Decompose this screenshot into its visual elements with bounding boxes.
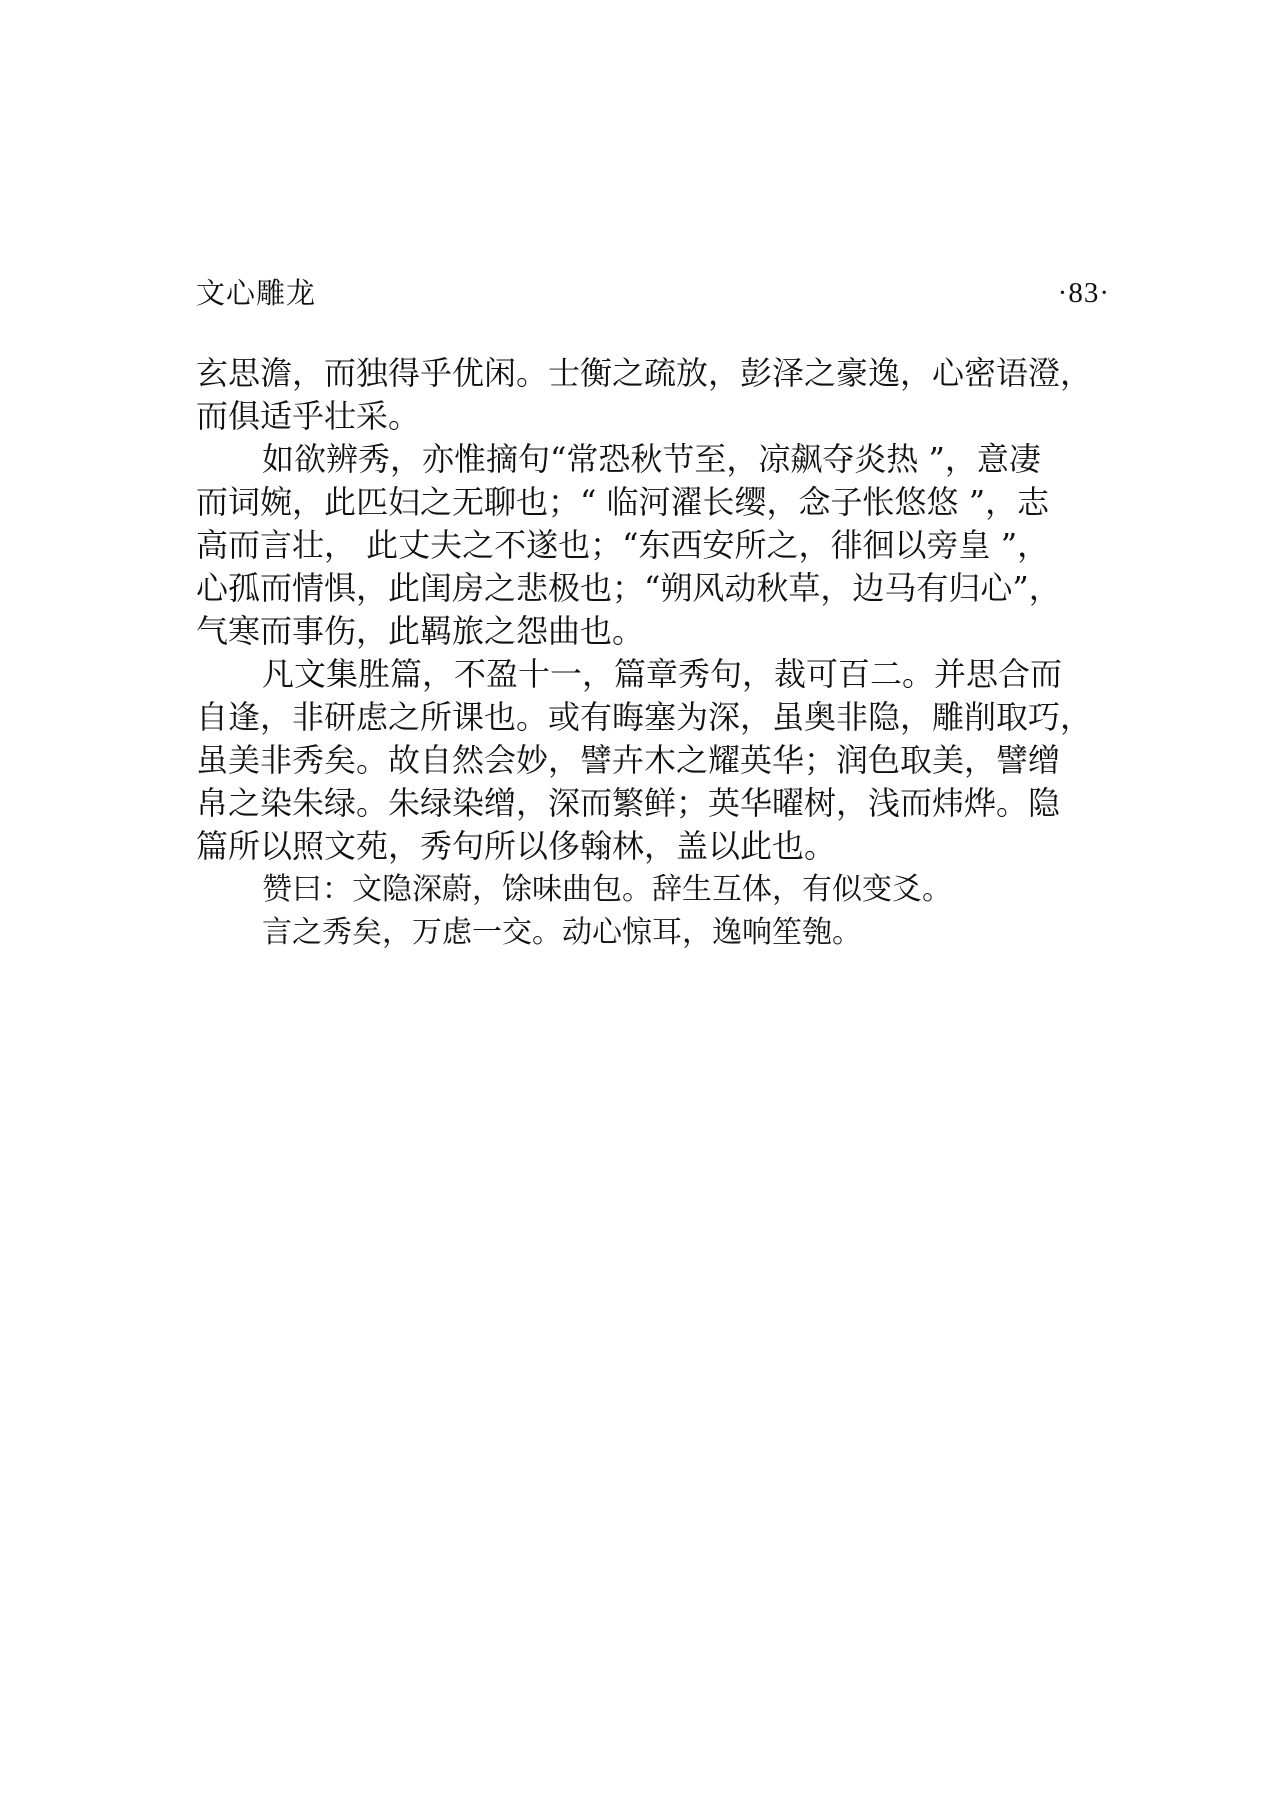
zan-verse-line: 赞曰：文隐深蔚，馀味曲包。辞生互体，有似变爻。: [262, 872, 952, 907]
text-line: 而词婉，此匹妇之无聊也；“ 临河濯长缨，念子怅悠悠 ”，志: [196, 483, 1050, 521]
text-line: 篇所以照文苑，秀句所以侈翰林，盖以此也。: [196, 827, 837, 865]
book-title: 文心雕龙: [196, 276, 317, 310]
running-header: [196, 268, 1110, 318]
text-line: 自逢，非研虑之所课也。或有晦塞为深，虽奥非隐，雕削取巧，: [196, 698, 1093, 736]
text-line: 高而言壮， 此丈夫之不遂也；“东西安所之，徘徊以旁皇 ”，: [196, 526, 1050, 564]
body-text: [196, 352, 1116, 954]
text-line: 而俱适乎壮采。: [196, 397, 421, 435]
text-line: 如欲辨秀，亦惟摘句“常恐秋节至，凉飙夺炎热 ”，意凄: [262, 440, 1041, 478]
text-line: 气寒而事伤，此羁旅之怨曲也。: [196, 612, 645, 650]
text-line: 凡文集胜篇，不盈十一，篇章秀句，裁可百二。并思合而: [262, 655, 1063, 693]
text-line: 帛之染朱绿。朱绿染缯，深而繁鲜；英华曜树，浅而炜烨。隐: [196, 784, 1061, 822]
text-line: 虽美非秀矣。故自然会妙，譬卉木之耀英华；润色取美，譬缯: [196, 741, 1061, 779]
text-line: 玄思澹，而独得乎优闲。士衡之疏放，彭泽之豪逸，心密语澄，: [196, 354, 1093, 392]
zan-verse-line: 言之秀矣，万虑一交。动心惊耳，逸响笙匏。: [262, 915, 862, 950]
page-number: ·83·: [1057, 277, 1110, 309]
text-line: 心孤而情惧，此闺房之悲极也；“朔风动秋草，边马有归心”，: [196, 569, 1061, 607]
